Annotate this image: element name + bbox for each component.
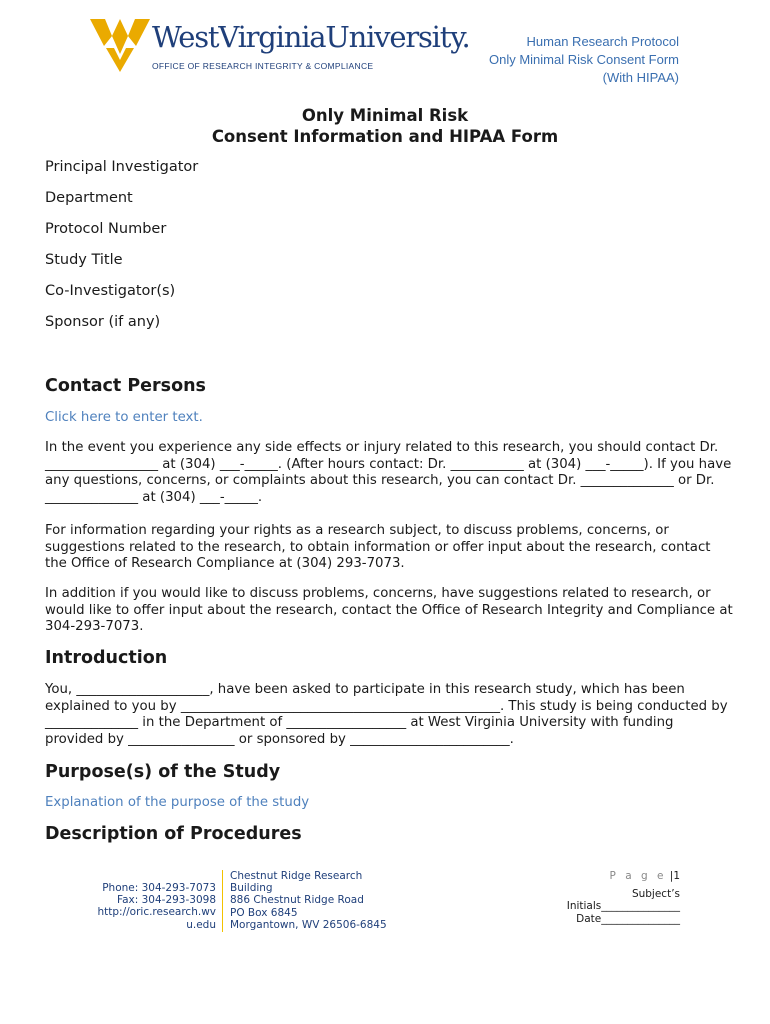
footer-url-cont[interactable]: u.edu: [186, 918, 216, 931]
purpose-placeholder-field[interactable]: Explanation of the purpose of the study: [45, 795, 310, 810]
footer-contact-info: [90, 882, 216, 931]
field-study-title: Study Title: [45, 252, 123, 268]
footer-address-line: PO Box 6845: [230, 906, 298, 919]
page-number: [500, 870, 680, 882]
field-protocol-number: Protocol Number: [45, 221, 167, 237]
footer-fax: Fax: 304-293-3098: [117, 894, 216, 907]
field-co-investigators: Co-Investigator(s): [45, 283, 176, 299]
contact-paragraph-2: For information regarding your rights as a research subject, to discuss problems, concerns, or suggestions related to the research, to obtain information or offer input about the research, contact the Office of Research Compliance at (304) 293-7073.: [45, 523, 711, 572]
date-field[interactable]: Date_______________: [576, 912, 680, 925]
flying-wv-icon: [90, 16, 150, 74]
page-label: P a g e: [609, 870, 667, 882]
footer-address-line: Morgantown, WV 26506-6845: [230, 918, 387, 931]
logo-wordmark: WestVirginiaUniversity.: [152, 20, 470, 54]
contact-placeholder-field[interactable]: Click here to enter text.: [45, 410, 203, 425]
contact-paragraph-3: In addition if you would like to discuss problems, concerns, have suggestions related to research, or would like to offer input about the research, contact the Office of Research Integrity and Compliance at 304-293-7073.: [45, 586, 733, 635]
procedures-heading: Description of Procedures: [45, 824, 302, 844]
header-line: Human Research Protocol: [526, 34, 679, 49]
footer-divider: [222, 870, 223, 932]
footer-address-line: Chestnut Ridge Research: [230, 870, 363, 882]
footer-page-info: [500, 870, 680, 925]
field-department: Department: [45, 190, 133, 206]
contact-persons-heading: Contact Persons: [45, 376, 206, 396]
title-line-1: Only Minimal Risk: [301, 106, 469, 125]
header-protocol-label: [489, 33, 679, 87]
introduction-heading: Introduction: [45, 648, 168, 668]
footer-url[interactable]: http://oric.research.wv: [97, 906, 216, 919]
document-title: [0, 105, 770, 147]
footer-address-line: 886 Chestnut Ridge Road: [230, 894, 364, 907]
header-line: (With HIPAA): [602, 70, 679, 85]
field-sponsor: Sponsor (if any): [45, 314, 161, 330]
field-principal-investigator: Principal Investigator: [45, 159, 199, 175]
header-line: Only Minimal Risk Consent Form: [489, 52, 679, 67]
initials-field[interactable]: Initials_______________: [566, 900, 680, 913]
title-line-2: Consent Information and HIPAA Form: [211, 127, 559, 146]
logo-subtitle: OFFICE OF RESEARCH INTEGRITY & COMPLIANCE: [152, 61, 374, 71]
page-value: |1: [669, 870, 680, 882]
footer-phone: Phone: 304-293-7073: [102, 882, 216, 894]
contact-paragraph-1: In the event you experience any side effects or injury related to this research, you should contact Dr. _________________ at (304) ___-_____. (After hours contact: Dr. ___________ at (304) ___-_____). If you have any questions, concerns, or complaints about this research, you can contact Dr. ______________ or Dr. ______________ at (304) ___-_____.: [45, 440, 732, 505]
footer-address: [230, 870, 390, 931]
purpose-heading: Purpose(s) of the Study: [45, 762, 281, 782]
footer-address-line: Building: [230, 882, 273, 895]
subject-label: Subject’s: [631, 888, 680, 901]
introduction-paragraph: You, ____________________, have been asked to participate in this research study, which has been explained to you by ________________________________________________. This study is being conducted by ______________ in the Department of __________________ at West Virginia University with funding provided by ________________ or sponsored by ________________________.: [45, 682, 728, 747]
wvu-logo: [90, 16, 470, 74]
